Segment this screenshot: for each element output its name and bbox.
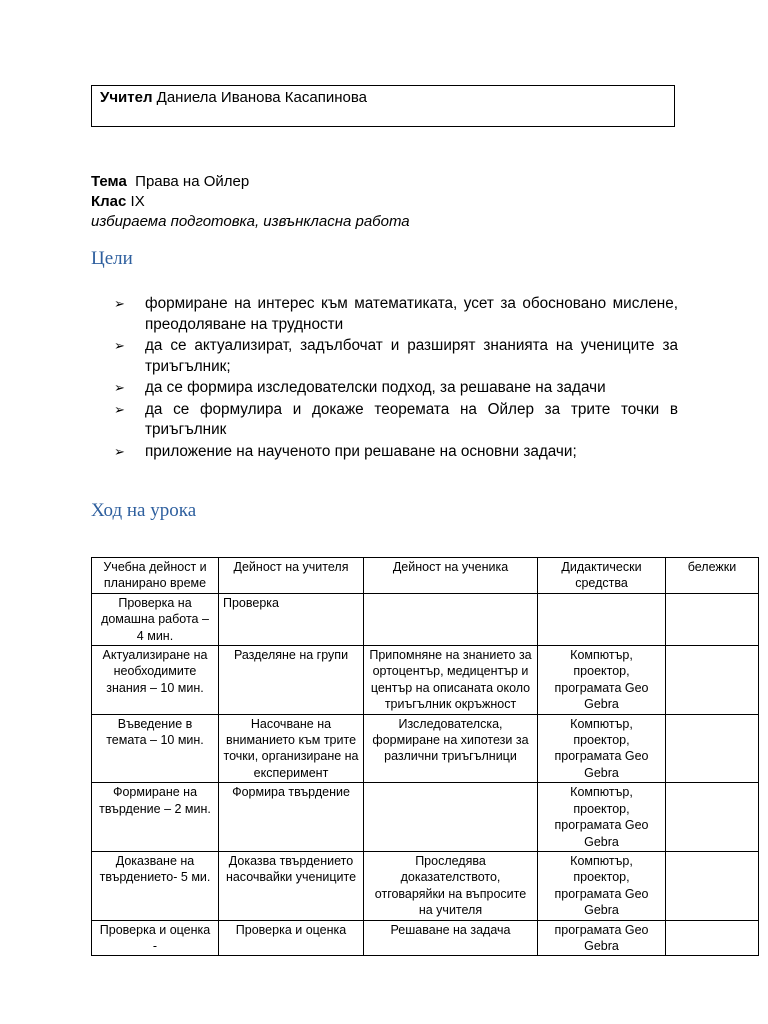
arrow-bullet-icon: ➢ [114, 296, 125, 311]
table-cell [666, 920, 759, 956]
arrow-bullet-icon: ➢ [114, 401, 125, 417]
table-cell [666, 851, 759, 920]
table-cell: Компютър, проектор, програмата Geo Gebra [538, 646, 666, 715]
table-cell: Компютър, проектор, програмата Geo Gebra [538, 783, 666, 852]
note-line: избираема подготовка, извънкласна работа [91, 213, 410, 230]
header-cell: бележки [666, 558, 759, 594]
teacher-box [91, 85, 675, 127]
table-row [92, 920, 759, 956]
arrow-bullet-icon: ➢ [114, 443, 125, 459]
grade-line [91, 192, 145, 212]
arrow-bullet-icon: ➢ [114, 380, 125, 395]
table-cell: Формиране на твърдение – 2 мин. [92, 783, 219, 852]
table-cell: Припомняне на знанието за ортоцентър, медицентър и център на описаната около триъгълник окръжност [364, 646, 538, 715]
table-cell: Проверка и оценка - [92, 920, 219, 956]
table-cell: Разделяне на групи [219, 646, 364, 715]
topic-label: Тема [91, 173, 127, 190]
header-cell: Учебна дейност и планирано време [92, 558, 219, 594]
table-row [92, 783, 759, 852]
table-cell: Актуализиране на необходимите знания – 10 мин. [92, 646, 219, 715]
teacher-label: Учител [100, 89, 153, 106]
topic-value: Права на Ойлер [135, 173, 250, 190]
table-cell: Доказва твърдението насочвайки учениците [219, 851, 364, 920]
table-cell: програмата Geo Gebra [538, 920, 666, 956]
table-cell: Изследователска, формиране на хипотези за различни триъгълници [364, 714, 538, 783]
table-cell [666, 646, 759, 715]
table-header-row [92, 558, 759, 594]
goal-item: ➢ формиране на интерес към математиката, усет за обосновано мислене, преодоляване на трудности [114, 295, 678, 333]
arrow-bullet-icon: ➢ [114, 338, 125, 353]
table-cell: Проследява доказателството, отговаряйки на въпросите на учителя [364, 851, 538, 920]
goals-list [112, 294, 678, 463]
table-cell: Проверка на домашна работа – 4 мин. [92, 593, 219, 645]
table-cell: Формира твърдение [219, 783, 364, 852]
table-cell: Компютър, проектор, програмата Geo Gebra [538, 714, 666, 783]
table-cell: Въведение в темата – 10 мин. [92, 714, 219, 783]
table-cell: Насочване на вниманието към трите точки, организиране на експеримент [219, 714, 364, 783]
goal-item: ➢ да се формира изследователски подход, за решаване на задачи [112, 378, 678, 399]
table-cell: Проверка [219, 593, 364, 645]
table-row [92, 714, 759, 783]
header-cell: Дейност на ученика [364, 558, 538, 594]
table-cell: Проверка и оценка [219, 920, 364, 956]
table-cell [364, 783, 538, 852]
table-cell: Решаване на задача [364, 920, 538, 956]
table-cell [364, 593, 538, 645]
table-cell [666, 593, 759, 645]
header-cell: Дейност на учителя [219, 558, 364, 594]
table-row [92, 646, 759, 715]
goal-item: ➢ да се формулира и докаже теоремата на Ойлер за трите точки в триъгълник [114, 400, 678, 438]
header-cell: Дидактически средства [538, 558, 666, 594]
table-cell: Компютър, проектор, програмата Geo Gebra [538, 851, 666, 920]
grade-label: Клас [91, 193, 127, 210]
table-cell: Доказване на твърдението- 5 ми. [92, 851, 219, 920]
table-cell [666, 714, 759, 783]
topic-line [91, 172, 249, 192]
table-cell [538, 593, 666, 645]
table-cell [666, 783, 759, 852]
lesson-heading: Ход на урока [91, 500, 197, 521]
table-row [92, 851, 759, 920]
grade-value: IX [130, 193, 145, 210]
goal-item: ➢ да се актуализират, задълбочат и разширят знанията на учениците за триъгълник; [114, 337, 678, 375]
goal-item: ➢ приложение на наученото при решаване на основни задачи; [112, 442, 678, 463]
lesson-table [91, 557, 759, 956]
teacher-name: Даниела Иванова Касапинова [156, 89, 367, 106]
goals-heading: Цели [91, 248, 133, 269]
table-row [92, 593, 759, 645]
